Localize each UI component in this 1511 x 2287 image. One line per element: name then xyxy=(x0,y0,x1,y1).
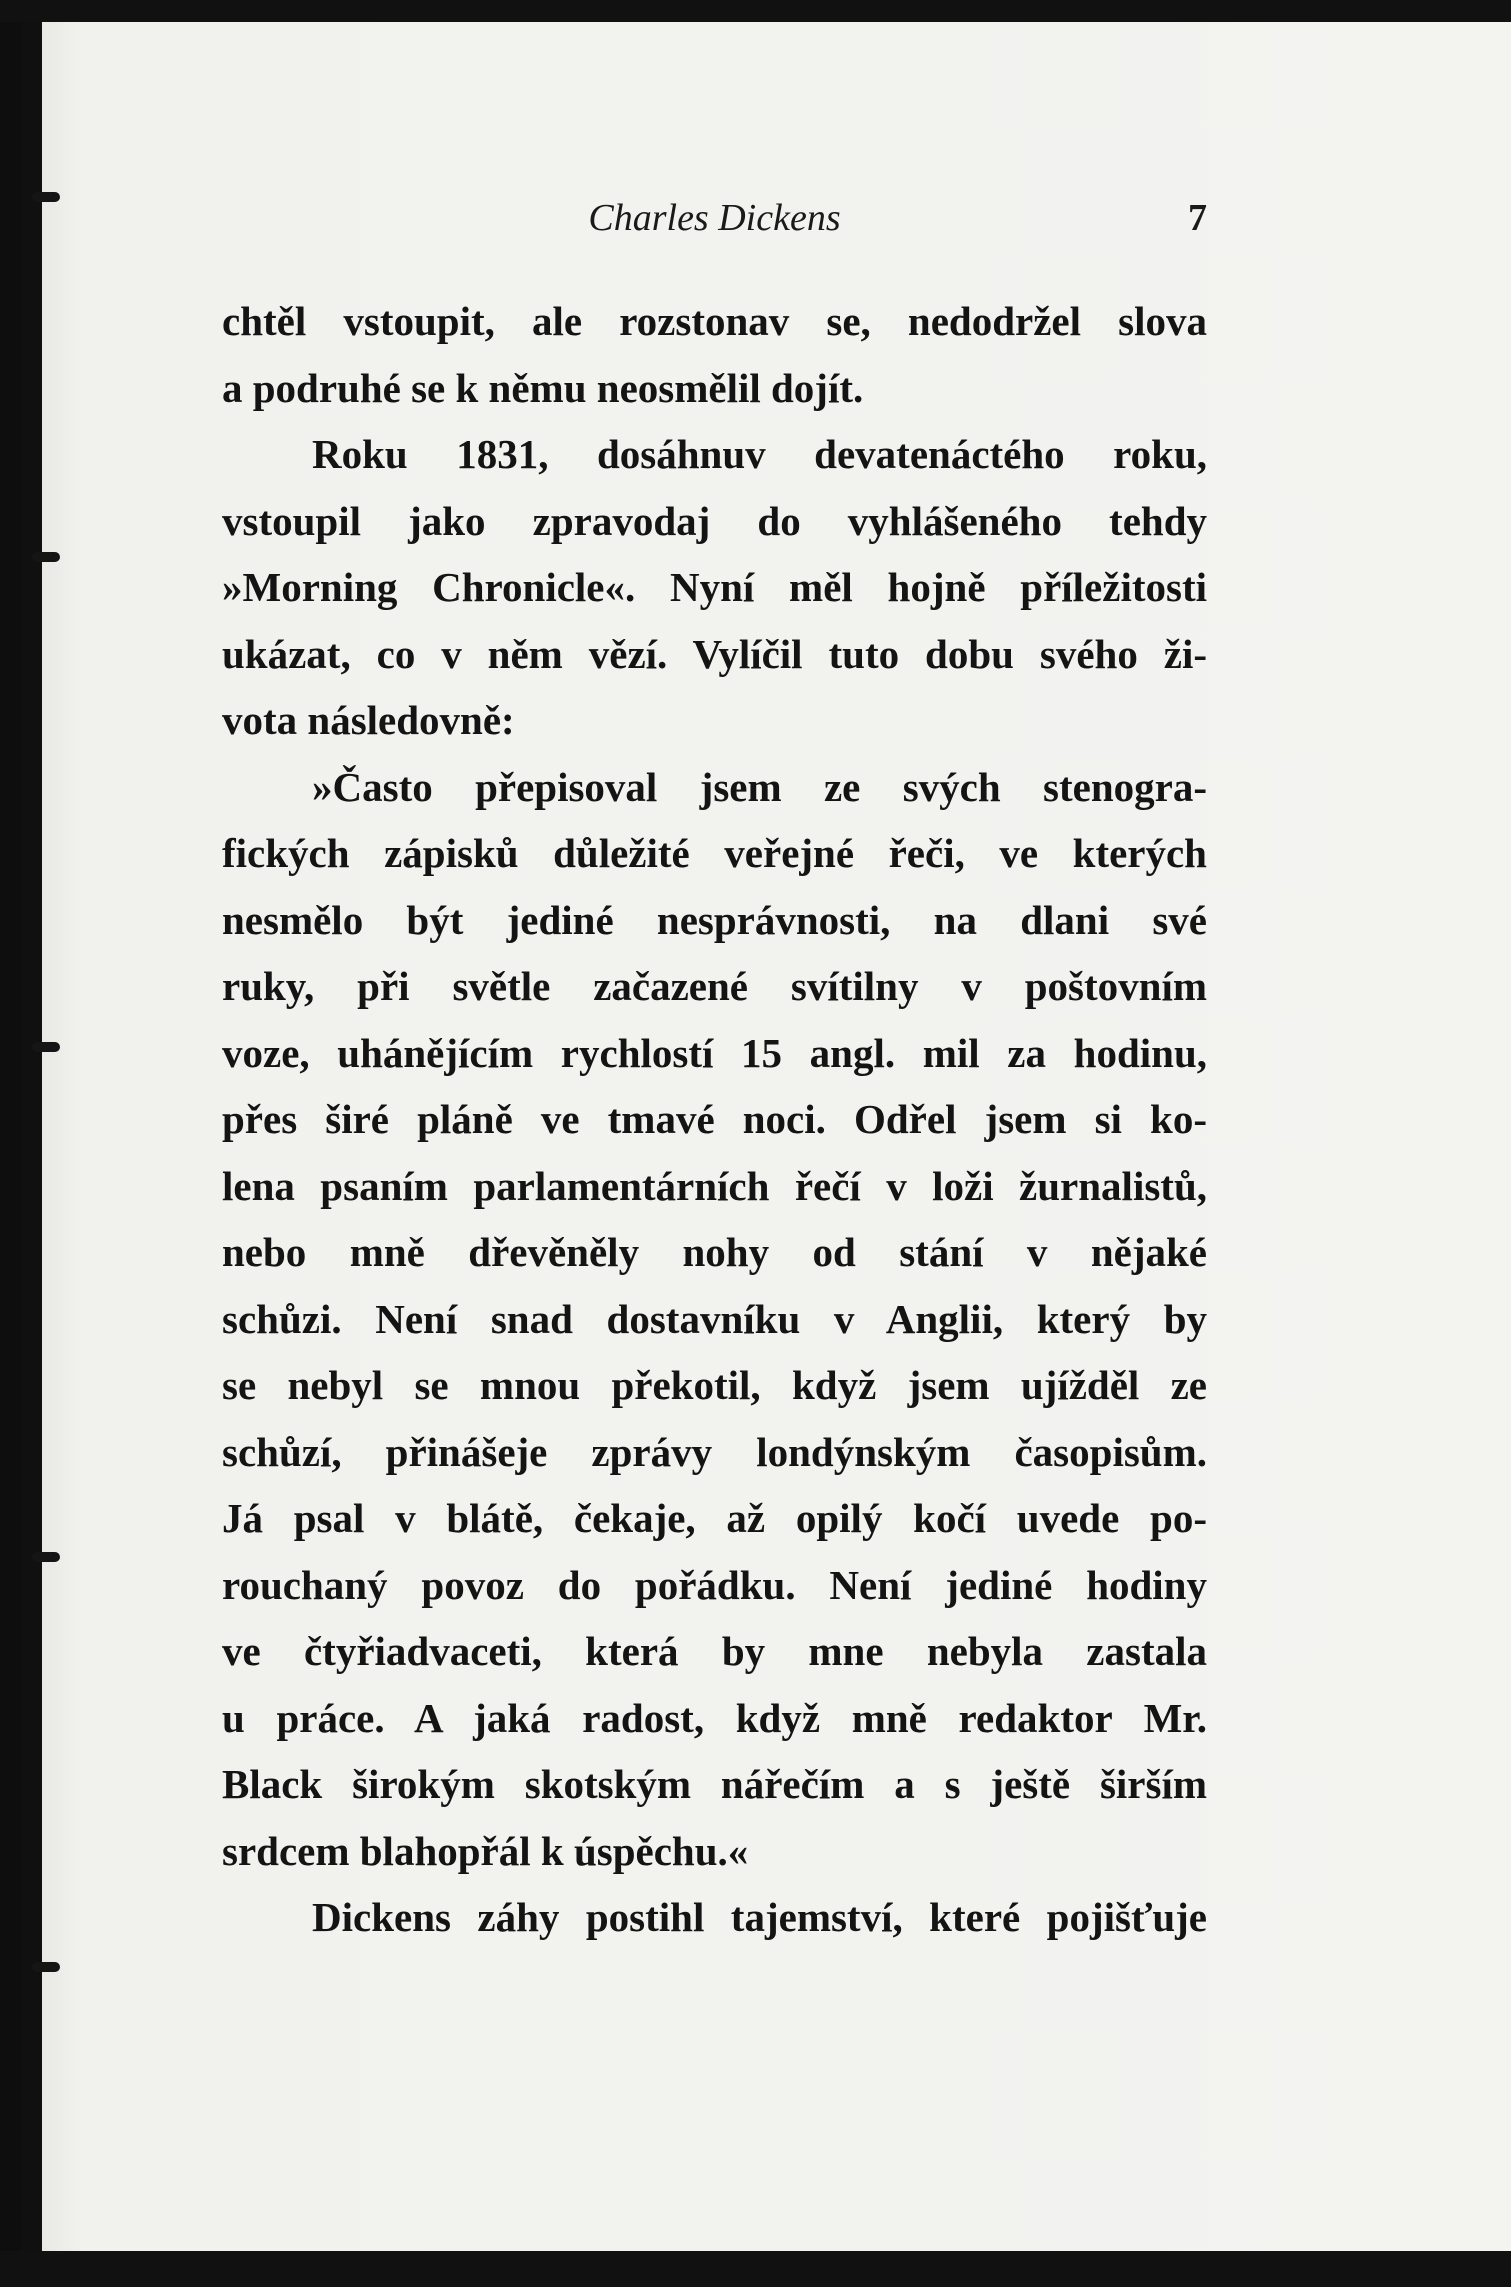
text-line: Roku 1831, dosáhnuv devatenáctého roku, xyxy=(312,431,1207,477)
scan-top-border xyxy=(0,0,1511,22)
text-line: ukázat, co v něm vězí. Vylíčil tuto dobu svého ži- xyxy=(222,630,1207,677)
page-number: 7 xyxy=(1188,197,1207,239)
text-line: ruky, při světle začazené svítilny v poštovním xyxy=(222,963,1207,1009)
text-line: fických zápisků důležité veřejné řeči, ve kterých xyxy=(222,830,1207,876)
text-line: »Často přepisoval jsem ze svých stenogra- xyxy=(312,763,1207,810)
text-line: Dickens záhy postihl tajemství, které pojišťuje xyxy=(312,1894,1207,1940)
page-header xyxy=(222,196,1207,246)
text-line: přes širé pláně ve tmavé noci. Odřel jsem si ko- xyxy=(222,1096,1207,1142)
text-line: chtěl vstoupit, ale rozstonav se, nedodržel slova xyxy=(222,298,1207,344)
text-line: se nebyl se mnou překotil, když jsem ujížděl ze xyxy=(222,1362,1207,1408)
text-line: vstoupil jako zpravodaj do vyhlášeného tehdy xyxy=(222,497,1207,544)
binding-stitch xyxy=(32,1552,60,1562)
text-line: rouchaný povoz do pořádku. Není jediné hodiny xyxy=(222,1561,1207,1608)
text-line: schůzi. Není snad dostavníku v Anglii, který by xyxy=(222,1295,1207,1342)
text-line: lena psaním parlamentárních řečí v loži žurnalistů, xyxy=(222,1162,1207,1209)
text-line: nesmělo být jediné nesprávnosti, na dlani své xyxy=(222,896,1207,943)
text-line: ve čtyřiadvaceti, která by mne nebyla zastala xyxy=(222,1628,1207,1674)
binding-stitch xyxy=(32,1042,60,1052)
text-line: srdcem blahopřál k úspěchu.« xyxy=(222,1827,749,1874)
text-line: voze, uhánějícím rychlostí 15 angl. mil za hodinu, xyxy=(222,1029,1207,1076)
binding-stitch xyxy=(32,1962,60,1972)
binding-stitch xyxy=(32,192,60,202)
running-title: Charles Dickens xyxy=(588,197,841,239)
text-line: a podruhé se k němu neosmělil dojít. xyxy=(222,364,864,411)
body-text xyxy=(222,288,1207,1951)
text-line: »Morning Chronicle«. Nyní měl hojně příležitosti xyxy=(222,564,1207,610)
text-line: Já psal v blátě, čekaje, až opilý kočí uvede po- xyxy=(222,1495,1207,1541)
text-line: schůzí, přinášeje zprávy londýnským časopisům. xyxy=(222,1428,1207,1475)
text-line: nebo mně dřevěněly nohy od stání v nějaké xyxy=(222,1229,1207,1275)
text-line: u práce. A jaká radost, když mně redaktor Mr. xyxy=(222,1694,1207,1741)
scan-bottom-border xyxy=(0,2251,1511,2287)
text-line: Black širokým skotským nářečím a s ještě širším xyxy=(222,1761,1207,1807)
text-line: vota následovně: xyxy=(222,697,515,743)
binding-stitch xyxy=(32,552,60,562)
binding-edge xyxy=(22,22,42,2251)
